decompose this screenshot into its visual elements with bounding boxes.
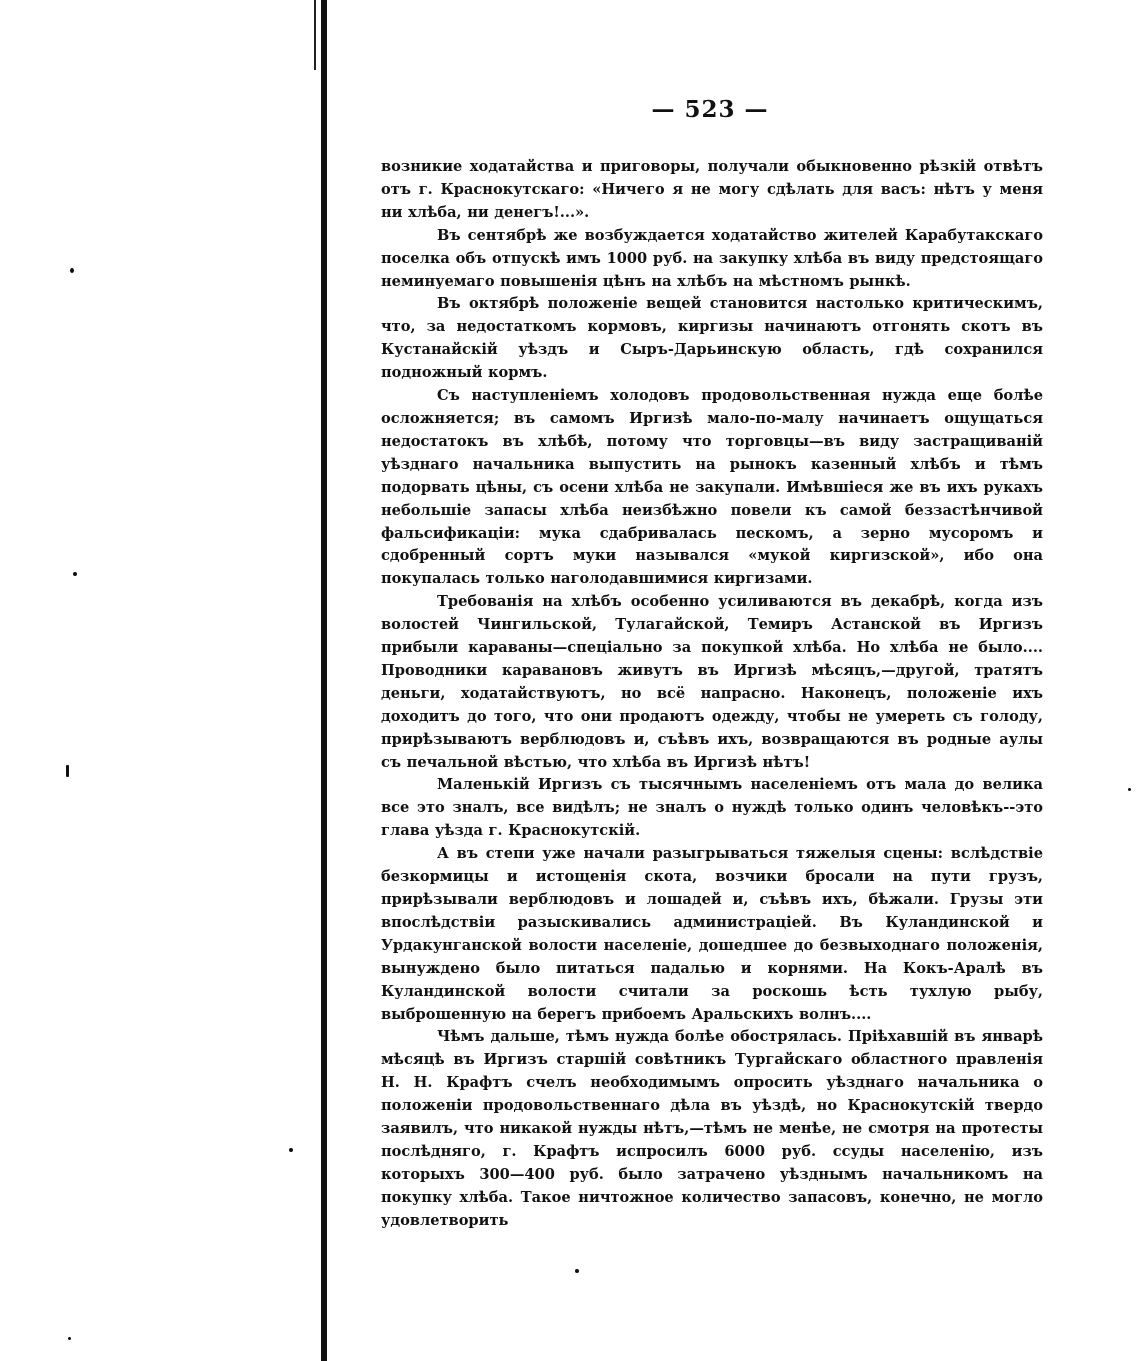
body-text [381, 156, 1043, 1233]
paragraph: Маленькій Иргизъ съ тысячнымъ населеніемъ отъ мала до велика все это зналъ, все видѣлъ; не зналъ о нуждѣ только одинъ человѣкъ--это глава уѣзда г. Краснокутскій. [381, 776, 1043, 840]
paragraph: Чѣмъ дальше, тѣмъ нужда болѣе обострялась. Пріѣхавшій въ январѣ мѣсяцѣ въ Иргизъ старшій совѣтникъ Тургайскаго областного правленія Н. Н. Крафтъ счелъ необходимымъ опросить уѣзднаго начальника о положеніи продовольственнаго дѣла въ уѣздѣ, но Краснокутскій твердо заявилъ, что никакой нужды нѣтъ,—тѣмъ не менѣе, не смотря на протесты послѣдняго, г. Крафтъ испросилъ 6000 руб. ссуды населенію, изъ которыхъ 300—400 руб. было затрачено уѣзднымъ начальникомъ на покупку хлѣба. Такое ничтожное количество запасовъ, конечно, не могло удовлетворить [381, 1028, 1043, 1229]
print-speck [575, 1269, 579, 1273]
paragraph: Съ наступленіемъ холодовъ продовольственная нужда еще болѣе осложняется; въ самомъ Иргизѣ мало-по-малу начинаетъ ощущаться недостатокъ въ хлѣбѣ, потому что торговцы—въ виду застращиваній уѣзднаго начальника выпустить на рынокъ казенный хлѣбъ и тѣмъ подорвать цѣны, съ осени хлѣба не закупали. Имѣвшіеся же въ ихъ рукахъ небольшіе запасы хлѣба неизбѣжно повели къ самой беззастѣнчивой фальсификаціи: мука сдабривалась пескомъ, а зерно мусоромъ и сдобренный сортъ муки назывался «мукой киргизской», ибо она покупалась только наголодавшимися киргизами. [381, 387, 1043, 588]
binding-rule-line [321, 0, 327, 1361]
print-speck [1128, 788, 1131, 791]
paragraph: возникие ходатайства и приговоры, получали обыкновенно рѣзкій отвѣтъ отъ г. Краснокутскаго: «Ничего я не могу сдѣлать для васъ: нѣтъ у меня ни хлѣба, ни денегъ!...». [381, 158, 1043, 221]
paragraph: Требованія на хлѣбъ особенно усиливаются въ декабрѣ, когда изъ волостей Чингильской, Тулагайской, Темиръ Астанской въ Иргизъ прибыли караваны—спеціально за покупкой хлѣба. Но хлѣба не было.... Проводники каравановъ живутъ въ Иргизѣ мѣсяцъ,—другой, тратятъ деньги, ходатайствуютъ, но всё напрасно. Наконецъ, положеніе ихъ доходитъ до того, что они продаютъ одежду, чтобы не умереть съ голоду, прирѣзываютъ верблюдовъ и, съѣвъ ихъ, возвращаются въ родные аулы съ печальной вѣстью, что хлѣба въ Иргизѣ нѣтъ! [381, 593, 1043, 771]
print-speck [66, 765, 69, 777]
paragraph: А въ степи уже начали разыгрываться тяжелыя сцены: вслѣдствіе безкормицы и истощенія скота, возчики бросали на пути грузъ, прирѣзывали верблюдовъ и лошадей и, съѣвъ ихъ, бѣжали. Грузы эти впослѣдствіи разыскивались администраціей. Въ Куландинской и Урдакунганской волости населеніе, дошедшее до безвыходнаго положенія, вынуждено было питаться падалью и корнями. На Кокъ-Аралѣ въ Куландинской волости считали за роскошь ѣсть тухлую рыбу, выброшенную на берегъ прибоемъ Аральскихъ волнъ.... [381, 845, 1043, 1023]
paragraph: Въ сентябрѣ же возбуждается ходатайство жителей Карабутакскаго поселка объ отпускѣ имъ 1000 руб. на закупку хлѣба въ виду предстоящаго неминуемаго повышенія цѣнъ на хлѣбъ на мѣстномъ рынкѣ. [381, 226, 1043, 290]
page-number: — 523 — [651, 96, 769, 123]
binding-rule-thin [314, 0, 316, 70]
print-speck [289, 1148, 293, 1152]
print-speck [73, 572, 77, 576]
print-speck [68, 1337, 71, 1340]
print-speck [70, 268, 74, 273]
paragraph: Въ октябрѣ положеніе вещей становится настолько критическимъ, что, за недостаткомъ кормовъ, киргизы начинаютъ отгонять скотъ въ Кустанайскій уѣздъ и Сыръ-Дарьинскую область, гдѣ сохранился подножный кормъ. [381, 295, 1043, 382]
